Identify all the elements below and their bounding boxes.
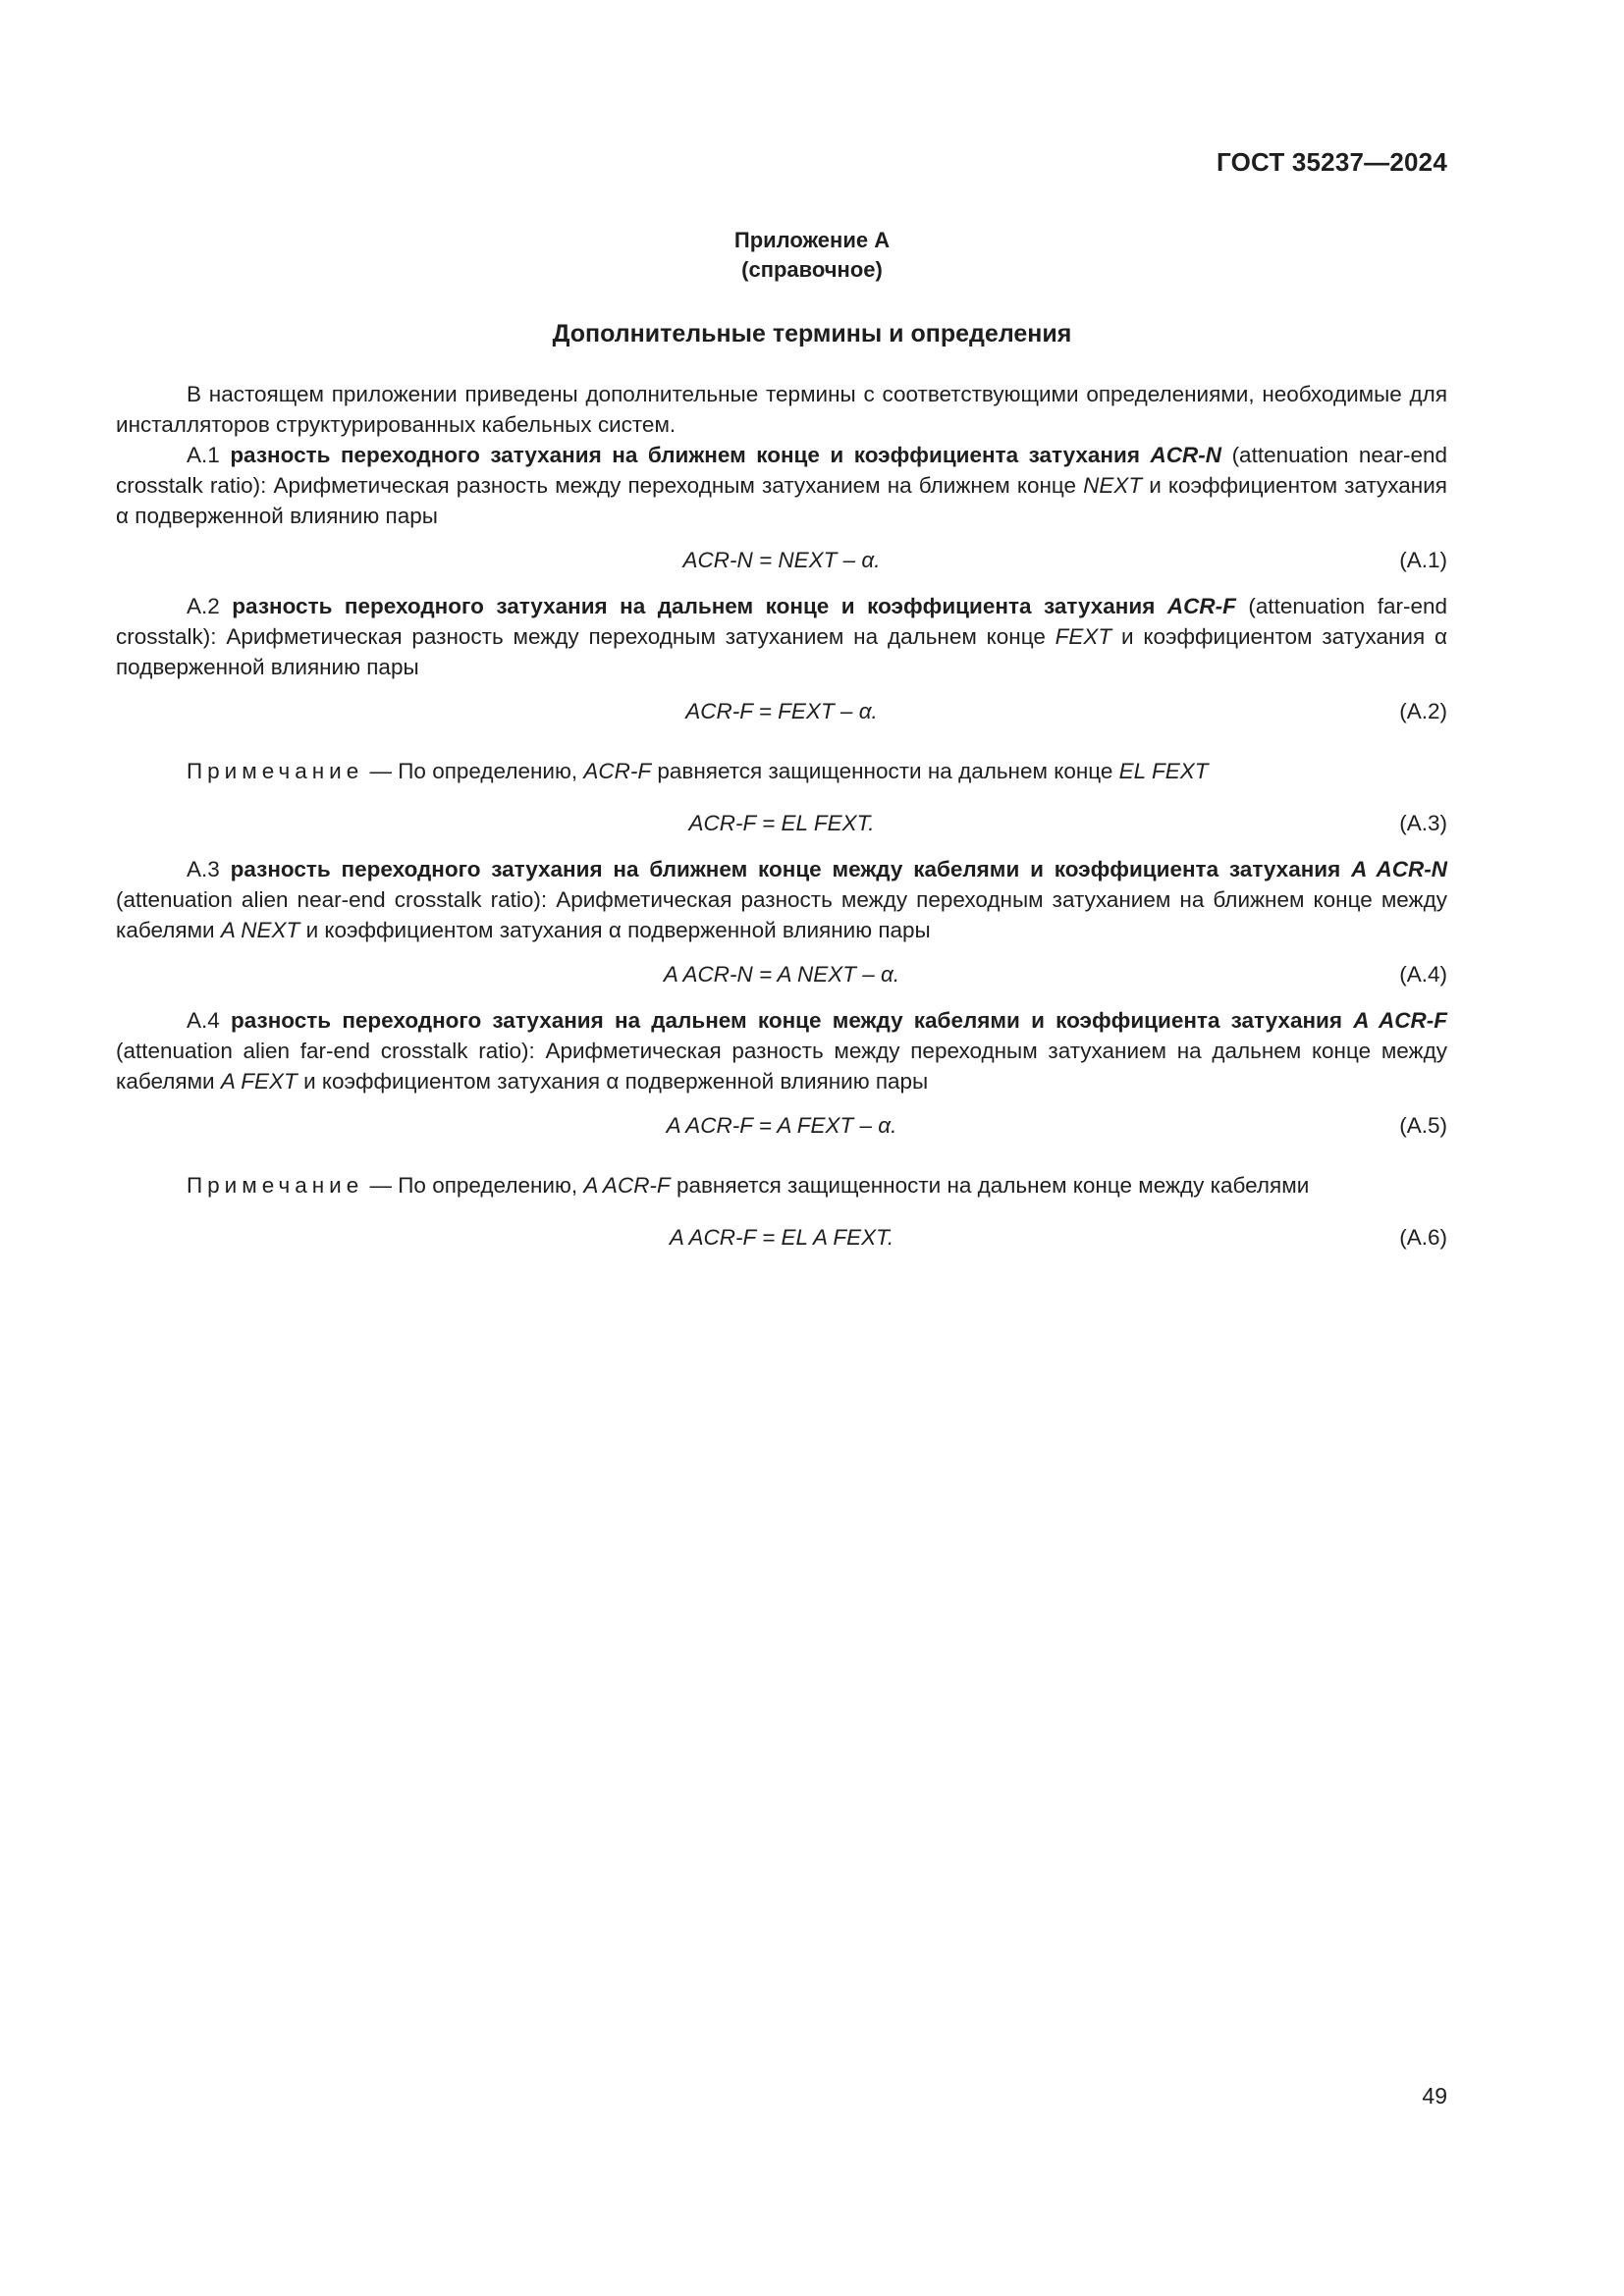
formula-a4 [116,959,1447,989]
intro-paragraph: В настоящем приложении приведены дополнительные термины с соответствующими определениями, необходимые для инсталляторов структурированных кабельных систем. [116,382,1447,437]
term-english: (attenuation alien near-end crosstalk ratio): [116,887,548,912]
formula-expression: ACR-F = FEXT – α. [685,699,878,723]
term-english: (attenuation near-end crosstalk ratio): [116,443,1447,498]
formula-expression: A ACR-F = EL A FEXT. [669,1225,894,1250]
formula-a3 [116,808,1447,838]
term-number: А.3 [187,857,220,881]
appendix-subtitle: (справочное) [741,257,883,282]
appendix-heading [0,226,1624,285]
term-symbol: A NEXT [220,918,300,942]
note-symbol-2: EL FEXT [1118,759,1209,783]
term-number: А.4 [187,1008,220,1033]
note-text-mid: равняется защищенности на дальнем конце [657,759,1113,783]
term-english: (attenuation alien far-end crosstalk ratio): [116,1039,535,1063]
note-label: Примечание [187,759,364,783]
note-symbol: A ACR-F [583,1173,671,1198]
term-title: разность переходного затухания на ближнем конце между кабелями и коэффициента затухания [230,857,1341,881]
formula-a6 [116,1222,1447,1253]
term-a4 [116,1005,1447,1096]
formula-number: (А.2) [1399,699,1447,723]
note-text: — По определению, [369,1173,578,1198]
formula-number: (А.1) [1399,548,1447,572]
section-title: Дополнительные термины и определения [552,320,1072,347]
page-number: 49 [1422,2083,1447,2109]
term-definition-end: и коэффициентом затухания α подверженной влиянию пары [116,624,1447,679]
term-abbreviation: A ACR-F [1353,1008,1447,1033]
appendix-title: Приложение А [733,228,891,252]
term-title: разность переходного затухания на дальнем конце между кабелями и коэффициента затухания [231,1008,1343,1033]
document-standard-number: ГОСТ 35237—2024 [1217,147,1447,177]
term-symbol: A FEXT [220,1069,298,1094]
note-a2 [116,742,1447,786]
term-title: разность переходного затухания на дальнем конце и коэффициента затухания [232,594,1156,618]
note-a4 [116,1156,1447,1201]
term-abbreviation: ACR-F [1166,594,1236,618]
formula-number: (А.6) [1399,1225,1447,1250]
term-number: А.1 [187,443,220,467]
term-definition: Арифметическая разность между переходным затуханием на ближнем конце между кабелями [116,887,1447,942]
term-abbreviation: A ACR-N [1351,857,1447,881]
formula-expression: A ACR-N = A NEXT – α. [663,962,900,987]
term-number: А.2 [187,594,220,618]
document-body [116,379,1447,1268]
term-abbreviation: ACR-N [1150,443,1222,467]
formula-expression: ACR-F = EL FEXT. [688,811,875,835]
term-symbol: FEXT [1055,624,1112,649]
formula-expression: A ACR-F = A FEXT – α. [666,1113,897,1138]
formula-a5 [116,1110,1447,1141]
term-definition-end: и коэффициентом затухания α подверженной влиянию пары [116,473,1447,528]
term-a3 [116,854,1447,945]
term-definition: Арифметическая разность между переходным затуханием на дальнем конце [226,624,1046,649]
term-symbol: NEXT [1083,473,1143,498]
formula-a2 [116,696,1447,726]
term-title: разность переходного затухания на ближнем конце и коэффициента затухания [230,443,1140,467]
formula-expression: ACR-N = NEXT – α. [682,548,881,572]
note-text: — По определению, [369,759,578,783]
term-english: (attenuation far-end crosstalk): [116,594,1447,649]
term-definition-end: и коэффициентом затухания α подверженной влиянию пары [303,1069,929,1094]
formula-number: (А.3) [1399,811,1447,835]
formula-number: (А.4) [1399,962,1447,987]
term-a1 [116,440,1447,531]
term-definition: Арифметическая разность между переходным затуханием на ближнем конце [273,473,1077,498]
term-definition-end: и коэффициентом затухания α подверженной влиянию пары [305,918,931,942]
term-a2 [116,591,1447,682]
note-symbol: ACR-F [583,759,652,783]
formula-number: (А.5) [1399,1113,1447,1138]
formula-a1 [116,545,1447,575]
note-text-mid: равняется защищенности на дальнем конце между кабелями [676,1173,1310,1198]
note-label: Примечание [187,1173,364,1198]
term-definition: Арифметическая разность между переходным затуханием на дальнем конце между кабелями [116,1039,1447,1094]
